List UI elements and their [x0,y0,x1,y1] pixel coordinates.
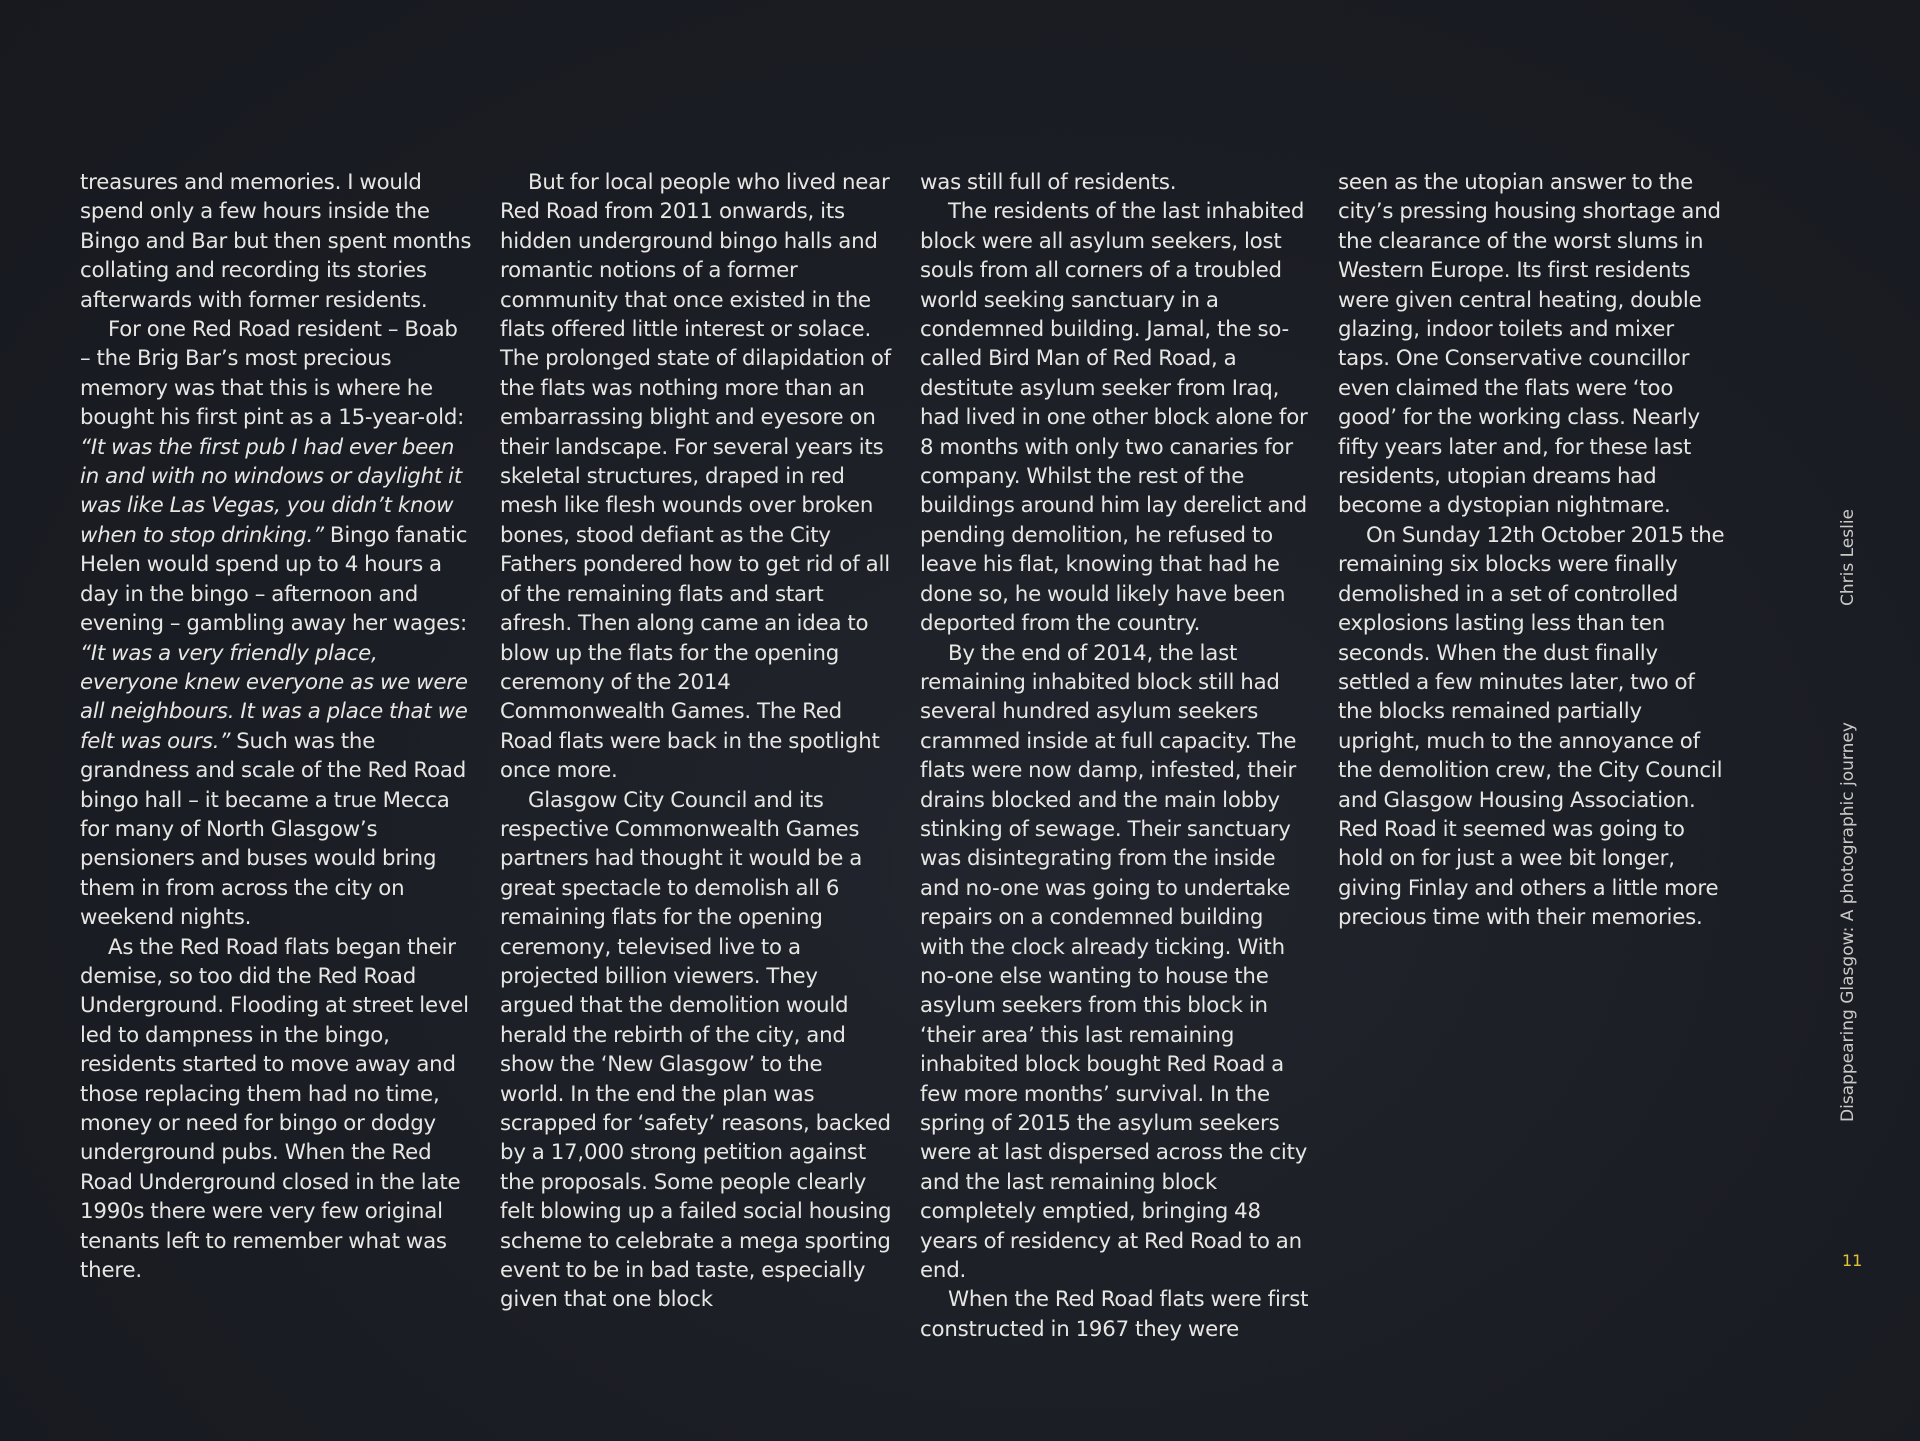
running-sidebar [1838,508,1920,1135]
body-paragraph [920,168,1312,197]
paragraph-text: Such was the grandness and scale of the Red Road bingo hall – it became a true Mecca for many of North Glasgow’s pensioners and buses would bring them in from across the city on weekend nights. [80,728,467,931]
body-paragraph [920,197,1312,638]
body-paragraph [500,786,892,1315]
paragraph-text: When the Red Road flats were first constructed in 1967 they were [920,1287,1309,1342]
body-paragraph [80,315,472,933]
body-paragraph [920,639,1312,1286]
quote-text: “It was a very friendly place, everyone knew everyone as we were all neighbours. It was a place that we felt was ours.” [80,640,468,754]
quote-text: “It was the first pub I had ever been in and with no windows or daylight it was like Las Vegas, you didn’t know when to stop drinking.” [80,434,463,548]
paragraph-text: As the Red Road flats began their demise, so too did the Red Road Underground. Flooding at street level led to dampness in the bingo, residents started to move away and those replacing them had no time, money or need for bingo or dodgy underground pubs. When the Red Road Underground closed in the late 1990s there were very few original tenants left to remember what was there. [80,934,469,1284]
paragraph-text: The residents of the last inhabited block were all asylum seekers, lost souls from all corners of a troubled world seeking sanctuary in a condemned building. Jamal, the so-called Bird Man of Red Road, a destitute asylum seeker from Iraq, had lived in one other block alone for 8 months with only two canaries for company. Whilst the rest of the buildings around him lay derelict and pending demolition, he refused to leave his flat, knowing that had he done so, he would likely have been deported from the country. [920,199,1308,637]
paragraph-text: By the end of 2014, the last remaining inhabited block still had several hundred asylum seekers crammed inside at full capacity. The flats were now damp, infested, their drains blocked and the main lobby stinking of sewage. Their sanctuary was disintegrating from the inside and no-one was going to undertake repairs on a condemned building with the clock already ticking. With no-one else wanting to house the asylum seekers from this block in ‘their area’ this last remaining inhabited block bought Red Road a few more months’ survival. In the spring of 2015 the asylum seekers were at last dispersed across the city and the last remaining block completely emptied, bringing 48 years of residency at Red Road to an end. [920,640,1308,1284]
paragraph-text: Glasgow City Council and its respective Commonwealth Games partners had thought it would be a great spectacle to demolish all 6 remaining flats for the opening ceremony, televised live to a projected billion viewers. They argued that the demolition would herald the rebirth of the city, and show the ‘New Glasgow’ to the world. In the end the plan was scrapped for ‘safety’ reasons, backed by a 17,000 strong petition against the proposals. Some people clearly felt blowing up a failed social housing scheme to celebrate a mega sporting event to be in bad taste, especially given that one block [500,787,892,1313]
paragraph-text: On Sunday 12th October 2015 the remaining six blocks were finally demolished in a set of controlled explosions lasting less than ten seconds. When the dust finally settled a few minutes later, two of the blocks remained partially upright, much to the annoyance of the demolition crew, the City Council and Glasgow Housing Association. Red Road it seemed was going to hold on for just a wee bit longer, giving Finlay and others a little more precious time with their memories. [1338,522,1725,931]
paragraph-text: treasures and memories. I would spend only a few hours inside the Bingo and Bar but then spent months collating and recording its stories afterwards with former residents. [80,170,472,313]
body-paragraph [80,168,472,315]
series-title: Disappearing Glasgow: A photographic journey [1838,722,1858,1122]
page-number: 11 [1842,1251,1863,1270]
paragraph-text: But for local people who lived near Red Road from 2011 onwards, its hidden underground bingo halls and romantic notions of a former community that once existed in the flats offered little interest or solace. The prolonged state of dilapidation of the flats was nothing more than an embarrassing blight and eyesore on their landscape. For several years its skeletal structures, draped in red mesh like flesh wounds over broken bones, stood defiant as the City Fathers pondered how to get rid of all of the remaining flats and start afresh. Then along came an idea to blow up the flats for the opening ceremony of the 2014 Commonwealth Games. The Red Road flats were back in the spotlight once more. [500,170,891,784]
body-paragraph [1338,521,1728,933]
text-column-3 [920,168,1312,1344]
author-name: Chris Leslie [1838,508,1858,606]
body-paragraph [1338,168,1728,521]
body-paragraph [920,1285,1312,1344]
paragraph-text: For one Red Road resident – Boab – the Brig Bar’s most precious memory was that this is where he bought his first pint as a 15-year-old: [80,317,465,431]
paragraph-text: was still full of residents. [920,170,1177,195]
paragraph-text: seen as the utopian answer to the city’s pressing housing shortage and the clearance of the worst slums in Western Europe. Its first residents were given central heating, double glazing, indoor toilets and mixer taps. One Conservative councillor even claimed the flats were ‘too good’ for the working class. Nearly fifty years later and, for these last residents, utopian dreams had become a dystopian nightmare. [1338,170,1721,519]
paragraph-text: Bingo fanatic Helen would spend up to 4 hours a day in the bingo – afternoon and evening – gambling away her wages: [80,522,468,637]
body-paragraph [500,168,892,786]
text-column-1 [80,168,472,1285]
text-column-4 [1338,168,1728,933]
body-paragraph [80,933,472,1286]
text-column-2 [500,168,892,1315]
